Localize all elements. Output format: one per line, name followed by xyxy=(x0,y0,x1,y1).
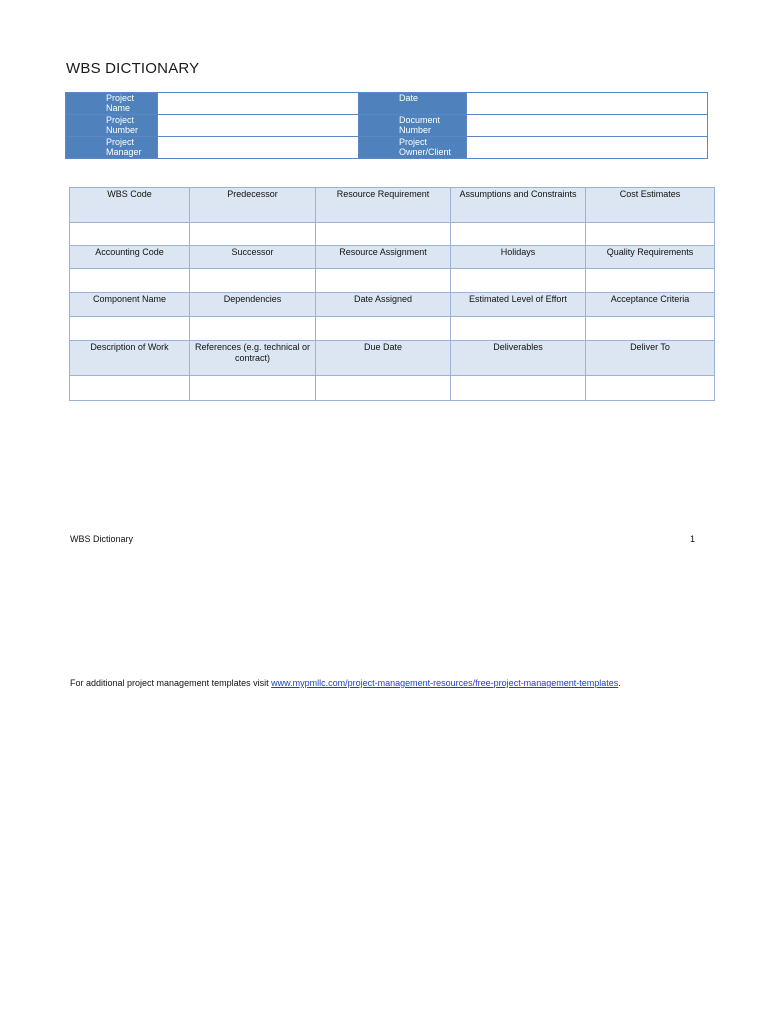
date-assigned-cell[interactable] xyxy=(316,317,451,341)
date-assigned-header: Date Assigned xyxy=(316,293,451,317)
info-row xyxy=(66,93,708,115)
grid-header-row xyxy=(70,293,715,317)
label-text: Project Name xyxy=(106,93,135,113)
grid-input-row xyxy=(70,269,715,293)
accounting-code-cell[interactable] xyxy=(70,269,190,293)
page-title: WBS DICTIONARY xyxy=(66,60,200,77)
grid-input-row xyxy=(70,376,715,401)
templates-link[interactable]: www.mypmllc.com/project-management-resources/free-project-management-templates xyxy=(271,678,619,688)
project-manager-value[interactable] xyxy=(158,137,359,159)
level-of-effort-cell[interactable] xyxy=(451,317,586,341)
cost-estimates-header: Cost Estimates xyxy=(586,188,715,223)
label-text: Project Number xyxy=(106,115,139,135)
info-row xyxy=(66,115,708,137)
predecessor-cell[interactable] xyxy=(190,223,316,246)
resource-assignment-header: Resource Assignment xyxy=(316,246,451,269)
date-value[interactable] xyxy=(467,93,708,115)
grid-input-row xyxy=(70,317,715,341)
quality-requirements-cell[interactable] xyxy=(586,269,715,293)
project-number-label xyxy=(66,115,158,137)
project-manager-label xyxy=(66,137,158,159)
project-info-table xyxy=(65,92,708,159)
holidays-cell[interactable] xyxy=(451,269,586,293)
project-name-value[interactable] xyxy=(158,93,359,115)
grid-header-row xyxy=(70,246,715,269)
description-of-work-header: Description of Work xyxy=(70,341,190,376)
grid-header-row xyxy=(70,188,715,223)
accounting-code-header: Accounting Code xyxy=(70,246,190,269)
date-label xyxy=(359,93,467,115)
grid-input-row xyxy=(70,223,715,246)
resource-requirement-header: Resource Requirement xyxy=(316,188,451,223)
deliverables-cell[interactable] xyxy=(451,376,586,401)
note-prefix: For additional project management templates visit xyxy=(70,678,272,688)
footer-title: WBS Dictionary xyxy=(70,534,134,544)
successor-cell[interactable] xyxy=(190,269,316,293)
component-name-header: Component Name xyxy=(70,293,190,317)
label-text: Date xyxy=(399,93,419,103)
project-owner-value[interactable] xyxy=(467,137,708,159)
templates-note xyxy=(70,678,621,688)
description-of-work-cell[interactable] xyxy=(70,376,190,401)
deliver-to-header: Deliver To xyxy=(586,341,715,376)
info-row xyxy=(66,137,708,159)
grid-header-row xyxy=(70,341,715,376)
acceptance-criteria-cell[interactable] xyxy=(586,317,715,341)
project-owner-label xyxy=(359,137,467,159)
assumptions-header: Assumptions and Constraints xyxy=(451,188,586,223)
predecessor-header: Predecessor xyxy=(190,188,316,223)
deliver-to-cell[interactable] xyxy=(586,376,715,401)
level-of-effort-header: Estimated Level of Effort xyxy=(451,293,586,317)
quality-requirements-header: Quality Requirements xyxy=(586,246,715,269)
resource-requirement-cell[interactable] xyxy=(316,223,451,246)
due-date-cell[interactable] xyxy=(316,376,451,401)
references-cell[interactable] xyxy=(190,376,316,401)
references-header: References (e.g. technical or contract) xyxy=(190,341,316,376)
project-name-label xyxy=(66,93,158,115)
wbs-grid xyxy=(69,187,715,401)
label-text: Project Owner/Client xyxy=(399,137,452,157)
resource-assignment-cell[interactable] xyxy=(316,269,451,293)
document-number-value[interactable] xyxy=(467,115,708,137)
deliverables-header: Deliverables xyxy=(451,341,586,376)
project-number-value[interactable] xyxy=(158,115,359,137)
dependencies-cell[interactable] xyxy=(190,317,316,341)
label-text: Project Manager xyxy=(106,137,142,157)
wbs-code-cell[interactable] xyxy=(70,223,190,246)
holidays-header: Holidays xyxy=(451,246,586,269)
acceptance-criteria-header: Acceptance Criteria xyxy=(586,293,715,317)
due-date-header: Due Date xyxy=(316,341,451,376)
page-number: 1 xyxy=(690,534,696,544)
note-suffix: . xyxy=(618,678,621,688)
component-name-cell[interactable] xyxy=(70,317,190,341)
assumptions-cell[interactable] xyxy=(451,223,586,246)
cost-estimates-cell[interactable] xyxy=(586,223,715,246)
label-text: Document Number xyxy=(399,115,441,135)
document-number-label xyxy=(359,115,467,137)
successor-header: Successor xyxy=(190,246,316,269)
dependencies-header: Dependencies xyxy=(190,293,316,317)
wbs-code-header: WBS Code xyxy=(70,188,190,223)
